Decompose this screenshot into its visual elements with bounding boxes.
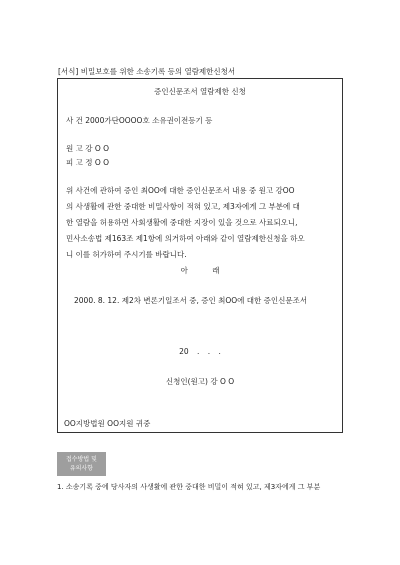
note-heading: 아 래 — [180, 266, 220, 275]
defendant-line: 피 고 정 O O — [66, 158, 110, 167]
plaintiff-line: 원 고 강 O O — [66, 144, 110, 153]
request-body — [66, 183, 334, 263]
applicant-signature: 신청인(원고) 강 O O — [165, 377, 235, 386]
guide-label — [57, 452, 106, 476]
case-line: 사 건 2000가단OOOO호 소유권이전등기 등 — [66, 116, 213, 125]
form-title: [서식] 비밀보호를 위한 소송기록 등의 열람제한신청서 — [58, 67, 236, 76]
guide-label-line: 유의사항 — [69, 465, 94, 472]
court-addressee: OO지방법원 OO지원 귀중 — [64, 419, 151, 428]
application-document — [57, 78, 343, 433]
document-heading: 증인신문조서 열람제한 신청 — [154, 87, 246, 96]
date-line: 20 . . . — [179, 347, 221, 356]
body-line: 위 사건에 관하여 증인 최OO에 대한 증인신문조서 내용 중 원고 강OO — [66, 186, 295, 195]
note-item: 2000. 8. 12. 제2차 변론기일조서 중, 증인 최OO에 대한 증인신문조서 — [74, 296, 308, 305]
filing-guide — [57, 452, 343, 492]
body-line: 한 열람을 허용하면 사회생활에 중대한 지장이 있을 것으로 사료되오니, — [66, 218, 298, 227]
guide-text: 1. 소송기록 중에 당사자의 사생활에 관한 중대한 비밀이 적혀 있고, 제3자에게 그 부분 — [57, 483, 321, 491]
body-line: 민사소송법 제163조 제1항에 의거하여 아래와 같이 열람제한신청을 하오 — [66, 234, 305, 243]
guide-label-line: 접수방법 및 — [66, 456, 97, 463]
body-line: 니 이를 허가하여 주시기를 바랍니다. — [66, 250, 187, 259]
body-line: 의 사생활에 관한 중대한 비밀사항이 적혀 있고, 제3자에게 그 부분에 대 — [66, 202, 300, 211]
